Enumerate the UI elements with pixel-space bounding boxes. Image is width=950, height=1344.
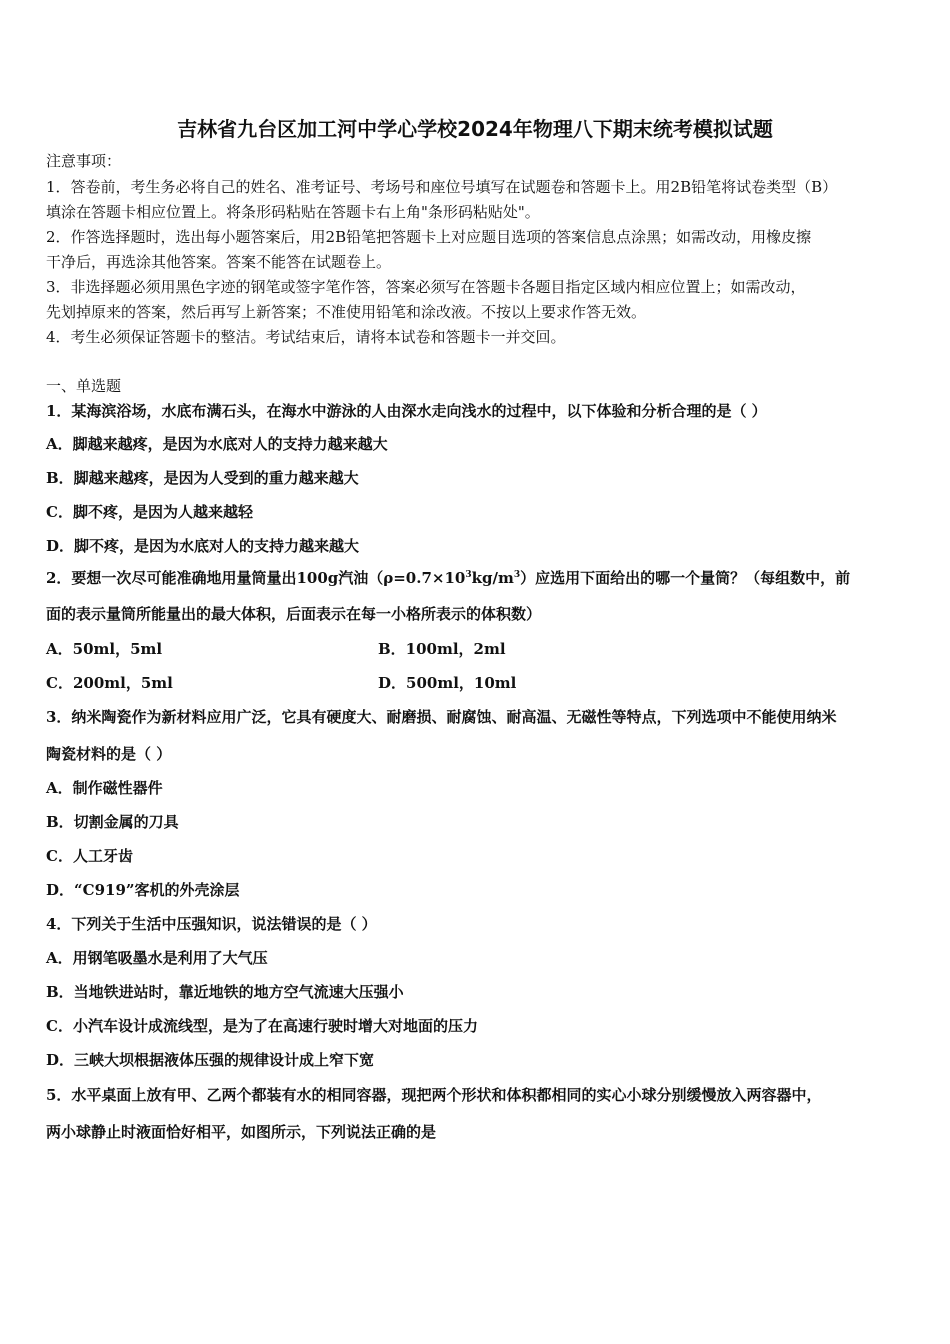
question-1-option-a: A．脚越来越疼，是因为水底对人的支持力越来越大 xyxy=(46,435,388,453)
question-5-stem-line-2: 两小球静止时液面恰好相平，如图所示，下列说法正确的是 xyxy=(46,1123,437,1141)
question-1-option-b: B．脚越来越疼，是因为人受到的重力越来越大 xyxy=(46,469,359,487)
section-heading: 一、单选题 xyxy=(46,377,122,395)
question-2-option-a: A．50ml，5ml xyxy=(46,640,163,658)
question-4-option-c: C．小汽车设计成流线型，是为了在高速行驶时增大对地面的压力 xyxy=(46,1017,478,1035)
question-1-option-c: C．脚不疼，是因为人越来越轻 xyxy=(46,503,253,521)
question-3-option-c: C．人工牙齿 xyxy=(46,847,133,865)
question-2-options-row-1 xyxy=(46,639,916,659)
note-3-line-1: 3．非选择题必须用黑色字迹的钢笔或签字笔作答，答案必须写在答题卡各题目指定区域内相应位置上；如需改动， xyxy=(46,278,806,296)
note-1-line-2: 填涂在答题卡相应位置上。将条形码粘贴在答题卡右上角"条形码粘贴处"。 xyxy=(46,203,540,221)
question-2-stem-pre: 2．要想一次尽可能准确地用量筒量出100g汽油（ρ=0.7×10 xyxy=(46,569,466,587)
document-title: 吉林省九台区加工河中学心学校2024年物理八下期末统考模拟试题 xyxy=(177,117,773,141)
question-3-option-a: A．制作磁性器件 xyxy=(46,779,163,797)
question-3-option-d: D．“C919”客机的外壳涂层 xyxy=(46,881,240,899)
question-4-option-d: D．三峡大坝根据液体压强的规律设计成上窄下宽 xyxy=(46,1051,375,1069)
question-3-option-b: B．切割金属的刀具 xyxy=(46,813,179,831)
question-1-option-d: D．脚不疼，是因为水底对人的支持力越来越大 xyxy=(46,537,360,555)
question-4-option-a: A．用钢笔吸墨水是利用了大气压 xyxy=(46,949,268,967)
question-2-option-b: B．100ml，2ml xyxy=(378,640,506,658)
question-2-option-d: D．500ml，10ml xyxy=(378,674,517,692)
question-2-exponent-2: 3 xyxy=(513,570,521,580)
question-4-stem: 4．下列关于生活中压强知识，说法错误的是（ ） xyxy=(46,915,377,933)
question-2-exponent-1: 3 xyxy=(465,570,472,580)
question-2-stem-post: ）应选用下面给出的哪一个量筒？（每组数中，前 xyxy=(520,569,851,587)
question-2-option-c: C．200ml，5ml xyxy=(46,674,173,692)
question-4-option-b: B．当地铁进站时，靠近地铁的地方空气流速大压强小 xyxy=(46,983,404,1001)
notes-heading: 注意事项： xyxy=(46,152,122,170)
note-4: 4．考生必须保证答题卡的整洁。考试结束后，请将本试卷和答题卡一并交回。 xyxy=(46,328,566,346)
question-2-stem-mid: kg/m xyxy=(471,569,514,587)
question-5-stem-line-1: 5．水平桌面上放有甲、乙两个都装有水的相同容器，现把两个形状和体积都相同的实心小球分别缓慢放入两容器中， xyxy=(46,1086,822,1104)
question-3-stem-line-1: 3．纳米陶瓷作为新材料应用广泛，它具有硬度大、耐磨损、耐腐蚀、耐高温、无磁性等特点，下列选项中不能使用纳米 xyxy=(46,708,837,726)
note-3-line-2: 先划掉原来的答案，然后再写上新答案；不准使用铅笔和涂改液。不按以上要求作答无效。 xyxy=(46,303,647,321)
question-2-stem-line-1 xyxy=(46,568,916,588)
question-2-stem-line-2: 面的表示量筒所能量出的最大体积，后面表示在每一小格所表示的体积数） xyxy=(46,605,542,623)
note-2-line-2: 干净后，再选涂其他答案。答案不能答在试题卷上。 xyxy=(46,253,392,271)
question-2-options-row-2 xyxy=(46,673,916,693)
question-3-stem-line-2: 陶瓷材料的是（ ） xyxy=(46,745,172,763)
question-1-stem: 1．某海滨浴场，水底布满石头，在海水中游泳的人由深水走向浅水的过程中，以下体验和分析合理的是（ ） xyxy=(46,402,767,420)
note-2-line-1: 2．作答选择题时，选出每小题答案后，用2B铅笔把答题卡上对应题目选项的答案信息点涂黑；如需改动，用橡皮擦 xyxy=(46,228,812,246)
note-1-line-1: 1．答卷前，考生务必将自己的姓名、准考证号、考场号和座位号填写在试题卷和答题卡上。用2B铅笔将试卷类型（B） xyxy=(46,178,838,196)
